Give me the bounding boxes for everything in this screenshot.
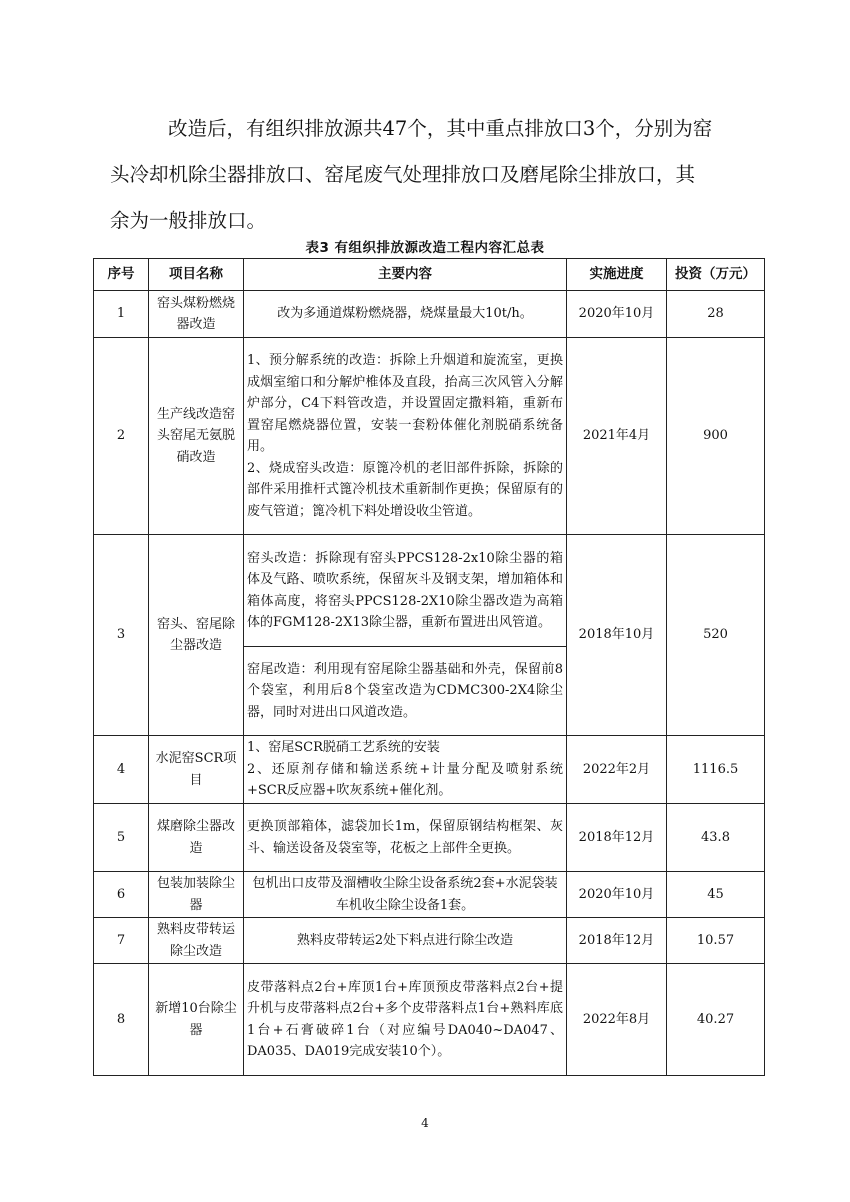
cell-investment: 900 [667,338,765,535]
cell-schedule: 2022年8月 [567,964,667,1076]
cell-content-2: 窑尾改造：利用现有窑尾除尘器基础和外壳，保留前8个袋室，利用后8个袋室改造为CDMC300-2X4除尘器，同时对进出口风道改造。 [244,647,567,736]
cell-schedule: 2018年10月 [567,535,667,736]
table-row [94,872,765,918]
page-number: 4 [421,1116,429,1130]
table-row [94,964,765,1076]
cell-name: 包装加装除尘器 [149,872,244,918]
cell-name: 窑头煤粉燃烧器改造 [149,291,244,338]
table-header-row [94,259,765,291]
cell-investment: 1116.5 [667,736,765,804]
cell-content: 熟料皮带转运2处下料点进行除尘改造 [244,918,567,964]
intro-line-3: 余为一般排放口。 [110,209,267,232]
cell-name: 生产线改造窑头窑尾无氨脱硝改造 [149,338,244,535]
cell-investment: 45 [667,872,765,918]
table-row [94,291,765,338]
content-part-2: 2、烧成窑头改造：原篦冷机的老旧部件拆除，拆除的部件采用推杆式篦冷机技术重新制作更换；保留原有的废气管道；篦冷机下料处增设收尘管道。 [247,460,563,519]
table-row [94,736,765,804]
cell-investment: 520 [667,535,765,736]
cell-schedule: 2020年10月 [567,291,667,338]
header-schedule: 实施进度 [567,259,667,291]
content-part-1: 1、预分解系统的改造：拆除上升烟道和旋流室，更换成烟室缩口和分解炉椎体及直段，抬高三次风管入分解炉部分，C4下料管改造，并设置固定撒料箱，重新布置窑尾燃烧器位置，安装一套粉体催化剂脱硝系统备用。 [247,353,563,454]
cell-no: 8 [94,964,149,1076]
cell-investment: 43.8 [667,804,765,872]
header-no: 序号 [94,259,149,291]
header-content: 主要内容 [244,259,567,291]
table-row [94,338,765,535]
cell-content: 窑头改造：拆除现有窑头PPCS128-2x10除尘器的箱体及气路、喷吹系统，保留灰斗及钢支架，增加箱体和箱体高度，将窑头PPCS128-2X10除尘器改造为高箱体的FGM128-2X13除尘器，重新布置进出风管道。 [244,535,567,647]
cell-no: 3 [94,535,149,736]
cell-investment: 40.27 [667,964,765,1076]
cell-content [244,338,567,535]
cell-no: 2 [94,338,149,535]
summary-table [93,258,765,1076]
table-caption: 表3 有组织排放源改造工程内容汇总表 [305,240,545,256]
table-row [94,918,765,964]
header-investment: 投资（万元） [667,259,765,291]
header-name: 项目名称 [149,259,244,291]
cell-schedule: 2021年4月 [567,338,667,535]
cell-name: 煤磨除尘器改造 [149,804,244,872]
cell-content: 包机出口皮带及溜槽收尘除尘设备系统2套+水泥袋装车机收尘除尘设备1套。 [244,872,567,918]
cell-content: 皮带落料点2台+库顶1台+库顶预皮带落料点2台+提升机与皮带落料点2台+多个皮带落料点1台+熟料库底1台+石膏破碎1台（对应编号DA040~DA047、DA035、DA019完成安装10个）。 [244,964,567,1076]
cell-schedule: 2018年12月 [567,918,667,964]
content-part-1: 1、窑尾SCR脱硝工艺系统的安装 [247,740,440,756]
cell-investment: 28 [667,291,765,338]
cell-name: 新增10台除尘器 [149,964,244,1076]
cell-schedule: 2018年12月 [567,804,667,872]
cell-content [244,736,567,804]
cell-name: 窑头、窑尾除尘器改造 [149,535,244,736]
intro-line-2: 头冷却机除尘器排放口、窑尾废气处理排放口及磨尾除尘排放口，其 [110,163,696,186]
cell-content: 更换顶部箱体，滤袋加长1m，保留原钢结构框架、灰斗、输送设备及袋室等，花板之上部件全更换。 [244,804,567,872]
cell-no: 7 [94,918,149,964]
cell-schedule: 2020年10月 [567,872,667,918]
cell-name: 熟料皮带转运除尘改造 [149,918,244,964]
table-row [94,804,765,872]
intro-line-1: 改造后，有组织排放源共47个，其中重点排放口3个，分别为窑 [168,117,713,140]
cell-schedule: 2022年2月 [567,736,667,804]
intro-paragraph [110,106,750,244]
cell-no: 5 [94,804,149,872]
cell-no: 1 [94,291,149,338]
cell-investment: 10.57 [667,918,765,964]
cell-no: 4 [94,736,149,804]
cell-name: 水泥窑SCR项目 [149,736,244,804]
cell-content: 改为多通道煤粉燃烧器，烧煤量最大10t/h。 [244,291,567,338]
content-part-2: 2、还原剂存储和输送系统+计量分配及喷射系统+SCR反应器+吹灰系统+催化剂。 [247,761,563,799]
cell-no: 6 [94,872,149,918]
table-row [94,535,765,647]
